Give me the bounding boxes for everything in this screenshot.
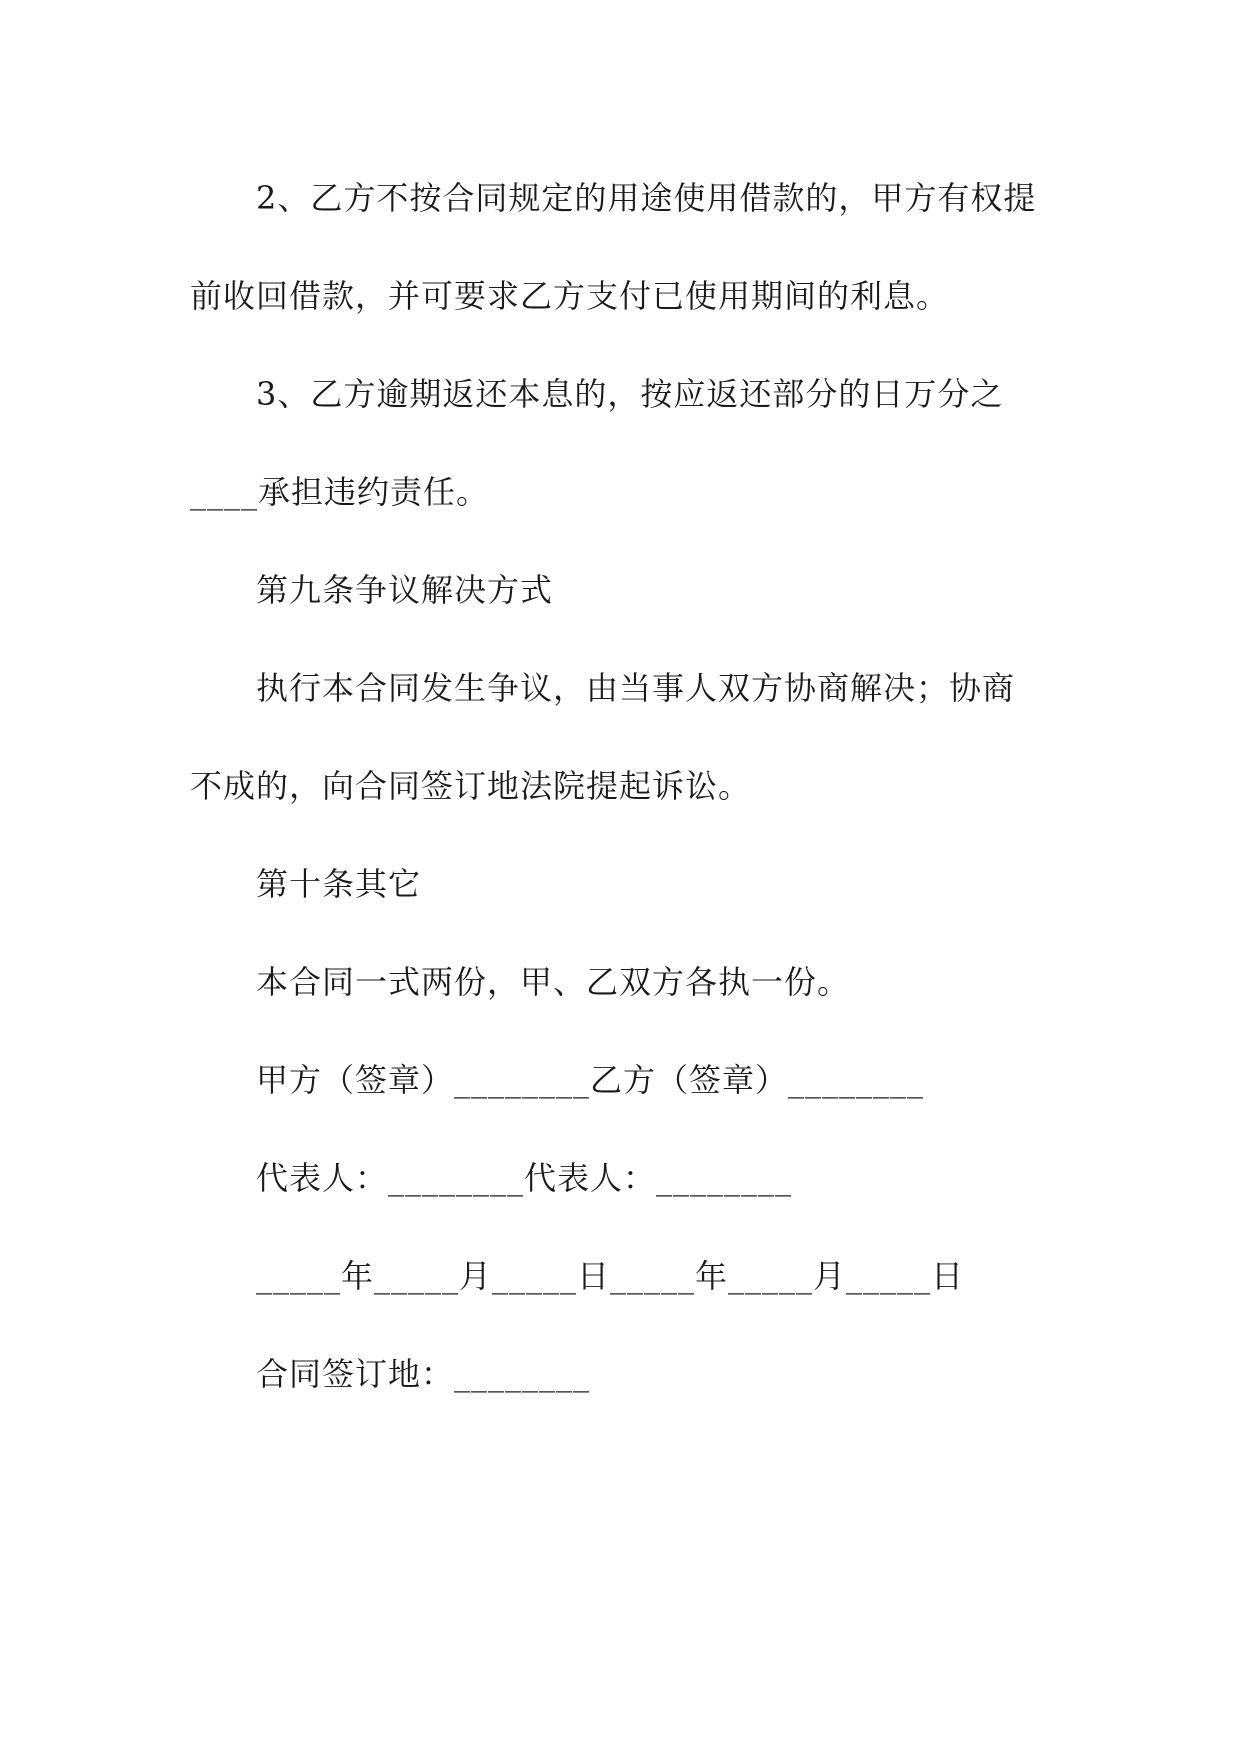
signing-dates-line: _____年_____月_____日_____年_____月_____日 [256, 1257, 965, 1295]
clause-8-item-2-line-2: 前收回借款，并可要求乙方支付已使用期间的利息。 [190, 277, 950, 315]
clause-9-heading: 第九条争议解决方式 [256, 571, 554, 609]
clause-8-item-2-line-1: 2、乙方不按合同规定的用途使用借款的，甲方有权提 [256, 179, 1037, 217]
clause-9-text-line-2: 不成的，向合同签订地法院提起诉讼。 [190, 767, 752, 805]
clause-9-text-line-1: 执行本合同发生争议，由当事人双方协商解决；协商 [256, 669, 1016, 707]
signature-parties-line: 甲方（签章）________乙方（签章）________ [256, 1061, 925, 1099]
representatives-line: 代表人：________代表人：________ [256, 1159, 793, 1197]
clause-10-text: 本合同一式两份，甲、乙双方各执一份。 [256, 963, 851, 1001]
signing-place-line: 合同签订地：________ [256, 1355, 591, 1393]
clause-8-item-3-line-1: 3、乙方逾期返还本息的，按应返还部分的日万分之 [256, 375, 1004, 413]
clause-10-heading: 第十条其它 [256, 865, 422, 903]
clause-8-item-3-line-2: ____承担违约责任。 [190, 473, 490, 511]
